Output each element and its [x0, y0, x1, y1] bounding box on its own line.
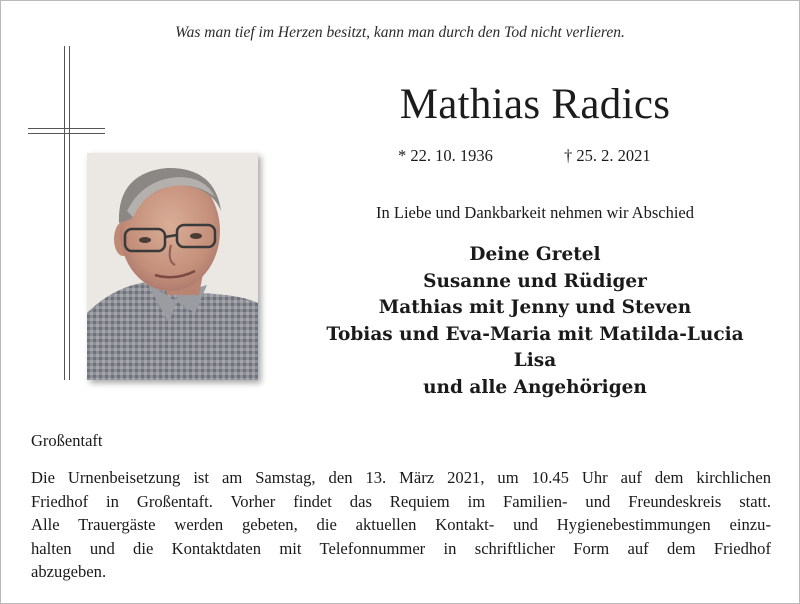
mourner-line: und alle Angehörigen	[423, 376, 647, 398]
deceased-name: Mathias Radics	[399, 81, 671, 128]
death-date: † 25. 2. 2021	[564, 146, 651, 165]
mourner-line: Lisa	[513, 350, 557, 371]
portrait-photo	[87, 153, 258, 380]
mourner-line: Mathias mit Jenny und Steven	[378, 297, 692, 318]
mourner-line: Deine Gretel	[469, 244, 601, 265]
details-line: halten und die Kontaktdaten mit Telefonnummer in schriftlicher Form auf dem Friedhof	[31, 538, 771, 558]
quote-text: Was man tief im Herzen besitzt, kann man durch den Tod nicht verlieren.	[175, 24, 625, 41]
mourners-list	[300, 242, 770, 401]
farewell-line: In Liebe und Dankbarkeit nehmen wir Abschied	[376, 203, 694, 222]
funeral-details	[31, 466, 771, 584]
details-line: Friedhof in Großentaft. Vorher findet das Requiem im Familien- und Freundeskreis statt.	[31, 491, 771, 511]
mourner-line: Tobias und Eva-Maria mit Matilda-Lucia	[326, 323, 744, 345]
details-line: Alle Trauergäste werden gebeten, die aktuellen Kontakt- und Hygienebestimmungen einzu-	[31, 515, 771, 535]
mourner-line: Susanne und Rüdiger	[423, 270, 647, 292]
details-line: abzugeben.	[31, 562, 107, 582]
place-name: Großentaft	[31, 431, 103, 450]
details-line: Die Urnenbeisetzung ist am Samstag, den 13. März 2021, um 10.45 Uhr auf dem kirchlichen	[31, 468, 771, 487]
birth-date: * 22. 10. 1936	[398, 146, 493, 165]
